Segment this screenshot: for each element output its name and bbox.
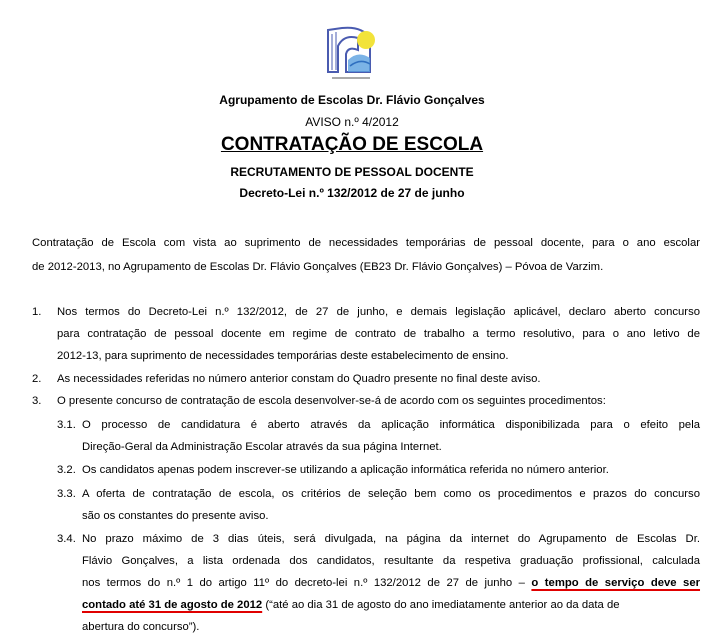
subitem-3-3-line-2: são os constantes do presente aviso. — [82, 510, 269, 522]
subitem-number-3-3: 3.3. — [57, 488, 76, 500]
item-1-line-1: Nos termos do Decreto-Lei n.º 132/2012, de 27 de junho, e demais legislação aplicável, declaro aberto concurso — [57, 306, 700, 318]
subitem-3-1-line-1: O processo de candidatura é aberto através da aplicação informática disponibilizada para o efeito pela — [82, 419, 700, 431]
decree-reference: Decreto-Lei n.º 132/2012 de 27 de junho — [239, 186, 465, 200]
highlight-date: contado até 31 de agosto de 2012 — [82, 599, 263, 611]
subitem-3-2-text: Os candidatos apenas podem inscrever-se utilizando a aplicação informática referida no número anterior. — [82, 464, 609, 476]
subitem-3-4-line-1: No prazo máximo de 3 dias úteis, será divulgada, na página da internet do Agrupamento de Escolas Dr. — [82, 533, 700, 545]
subitem-3-4-line-3 — [82, 576, 700, 590]
highlight-service-time: o tempo de serviço deve ser — [531, 577, 701, 589]
intro-line-1: Contratação de Escola com vista ao suprimento de necessidades temporárias de pessoal docente, para o ano escolar — [32, 237, 700, 249]
item-number-1: 1. — [32, 306, 42, 318]
subitem-number-3-1: 3.1. — [57, 419, 76, 431]
subitem-3-1-line-2: Direção-Geral da Administração Escolar através da sua página Internet. — [82, 441, 442, 453]
item-1-line-3: 2012-13, para suprimento de necessidades temporárias deste estabelecimento de ensino. — [57, 350, 509, 362]
subtitle: RECRUTAMENTO DE PESSOAL DOCENTE — [230, 165, 474, 179]
page-title: CONTRATAÇÃO DE ESCOLA — [220, 134, 484, 155]
item-number-3: 3. — [32, 395, 42, 407]
subitem-3-4-line-4 — [82, 598, 620, 612]
subitem-3-4-line-4-text: (“até ao dia 31 de agosto do ano imediatamente anterior ao da data de — [265, 599, 620, 611]
subitem-number-3-2: 3.2. — [57, 464, 76, 476]
subitem-3-4-line-2: Flávio Gonçalves, a lista ordenada dos candidatos, resultante da respetiva graduação profissional, calculada — [82, 555, 700, 567]
intro-line-2: de 2012-2013, no Agrupamento de Escolas Dr. Flávio Gonçalves (EB23 Dr. Flávio Gonçalves) – Póvoa de Varzim. — [32, 261, 604, 273]
subitem-3-4-line-5: abertura do concurso”). — [82, 621, 200, 633]
subitem-3-4-line-3-text: nos termos do n.º 1 do artigo 11º do decreto-lei n.º 132/2012 de 27 de junho – — [82, 577, 525, 589]
item-number-2: 2. — [32, 373, 42, 385]
item-2-text: As necessidades referidas no número anterior constam do Quadro presente no final deste aviso. — [57, 373, 541, 385]
item-3-text: O presente concurso de contratação de escola desenvolver-se-á de acordo com os seguintes procedimentos: — [57, 395, 606, 407]
school-logo — [318, 20, 384, 86]
item-1-line-2: para contratação de pessoal docente em regime de contrato de trabalho a termo resolutivo, para o ano letivo de — [57, 328, 700, 340]
notice-number: AVISO n.º 4/2012 — [305, 115, 399, 129]
subitem-3-3-line-1: A oferta de contratação de escola, os critérios de seleção bem como os procedimentos e prazos do concurso — [82, 488, 700, 500]
organization-name: Agrupamento de Escolas Dr. Flávio Gonçalves — [219, 93, 485, 107]
subitem-number-3-4: 3.4. — [57, 533, 76, 545]
